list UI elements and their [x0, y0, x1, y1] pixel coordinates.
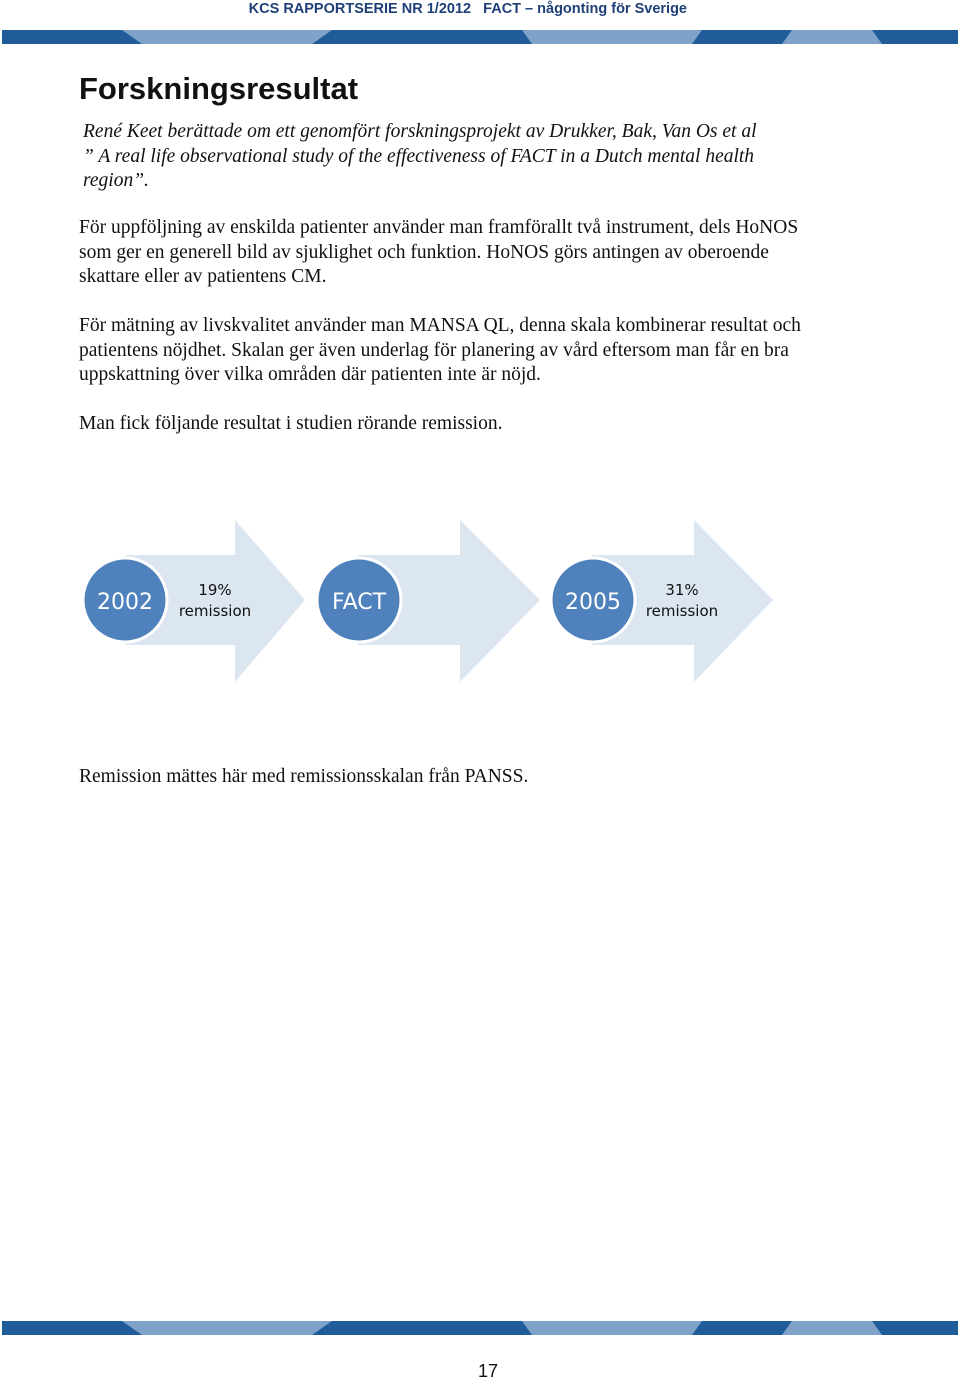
paragraph-line: För mätning av livskvalitet använder man MANSA QL, denna skala kombinerar resultat och: [79, 315, 801, 336]
intro-line: region”.: [83, 170, 149, 191]
page-title: Forskningsresultat: [79, 71, 359, 106]
step-circle: [83, 558, 167, 642]
step-circle-label: 2002: [97, 590, 153, 615]
paragraph-honos: [79, 216, 879, 290]
step-caption: remission: [645, 602, 719, 620]
paragraph-line: som ger en generell bild av sjuklighet och funktion. HoNOS görs antingen av oberoende: [79, 241, 769, 263]
top-decorative-band: [2, 30, 958, 44]
intro-line: ” A real life observational study of the effectiveness of FACT in a Dutch mental health: [83, 145, 755, 167]
paragraph-results-intro: Man fick följande resultat i studien rörande remission.: [79, 413, 503, 434]
step-circle: [317, 558, 401, 642]
header-subtitle: FACT – någonting för Sverige: [483, 1, 687, 17]
step-circle-label: FACT: [331, 590, 387, 615]
page-number: 17: [477, 1361, 499, 1381]
paragraph-line: patientens nöjdhet. Skalan ger även underlag för planering av vård eftersom man får en bra: [79, 339, 789, 361]
paragraph-line: uppskattning över vilka områden där patienten inte är nöjd.: [79, 364, 541, 385]
header-series: KCS RAPPORTSERIE NR 1/2012: [248, 1, 472, 17]
paragraph-line: För uppföljning av enskilda patienter använder man framförallt två instrument, dels HoNOS: [79, 217, 799, 238]
running-header: [249, 0, 687, 18]
bottom-decorative-band: [2, 1321, 958, 1335]
intro-paragraph: [79, 120, 843, 194]
paragraph-mansa: [79, 314, 879, 388]
paragraph-line: skattare eller av patientens CM.: [79, 266, 327, 287]
step-value: 19%: [198, 581, 232, 599]
remission-process-diagram: [0, 510, 960, 700]
intro-line: René Keet berättade om ett genomfört forskningsprojekt av Drukker, Bak, Van Os et al: [83, 121, 757, 142]
step-circle: [551, 558, 635, 642]
step-caption: remission: [178, 602, 252, 620]
paragraph-panss: Remission mättes här med remissionsskalan från PANSS.: [79, 766, 529, 787]
step-value: 31%: [665, 581, 699, 599]
step-circle-label: 2005: [565, 590, 621, 615]
